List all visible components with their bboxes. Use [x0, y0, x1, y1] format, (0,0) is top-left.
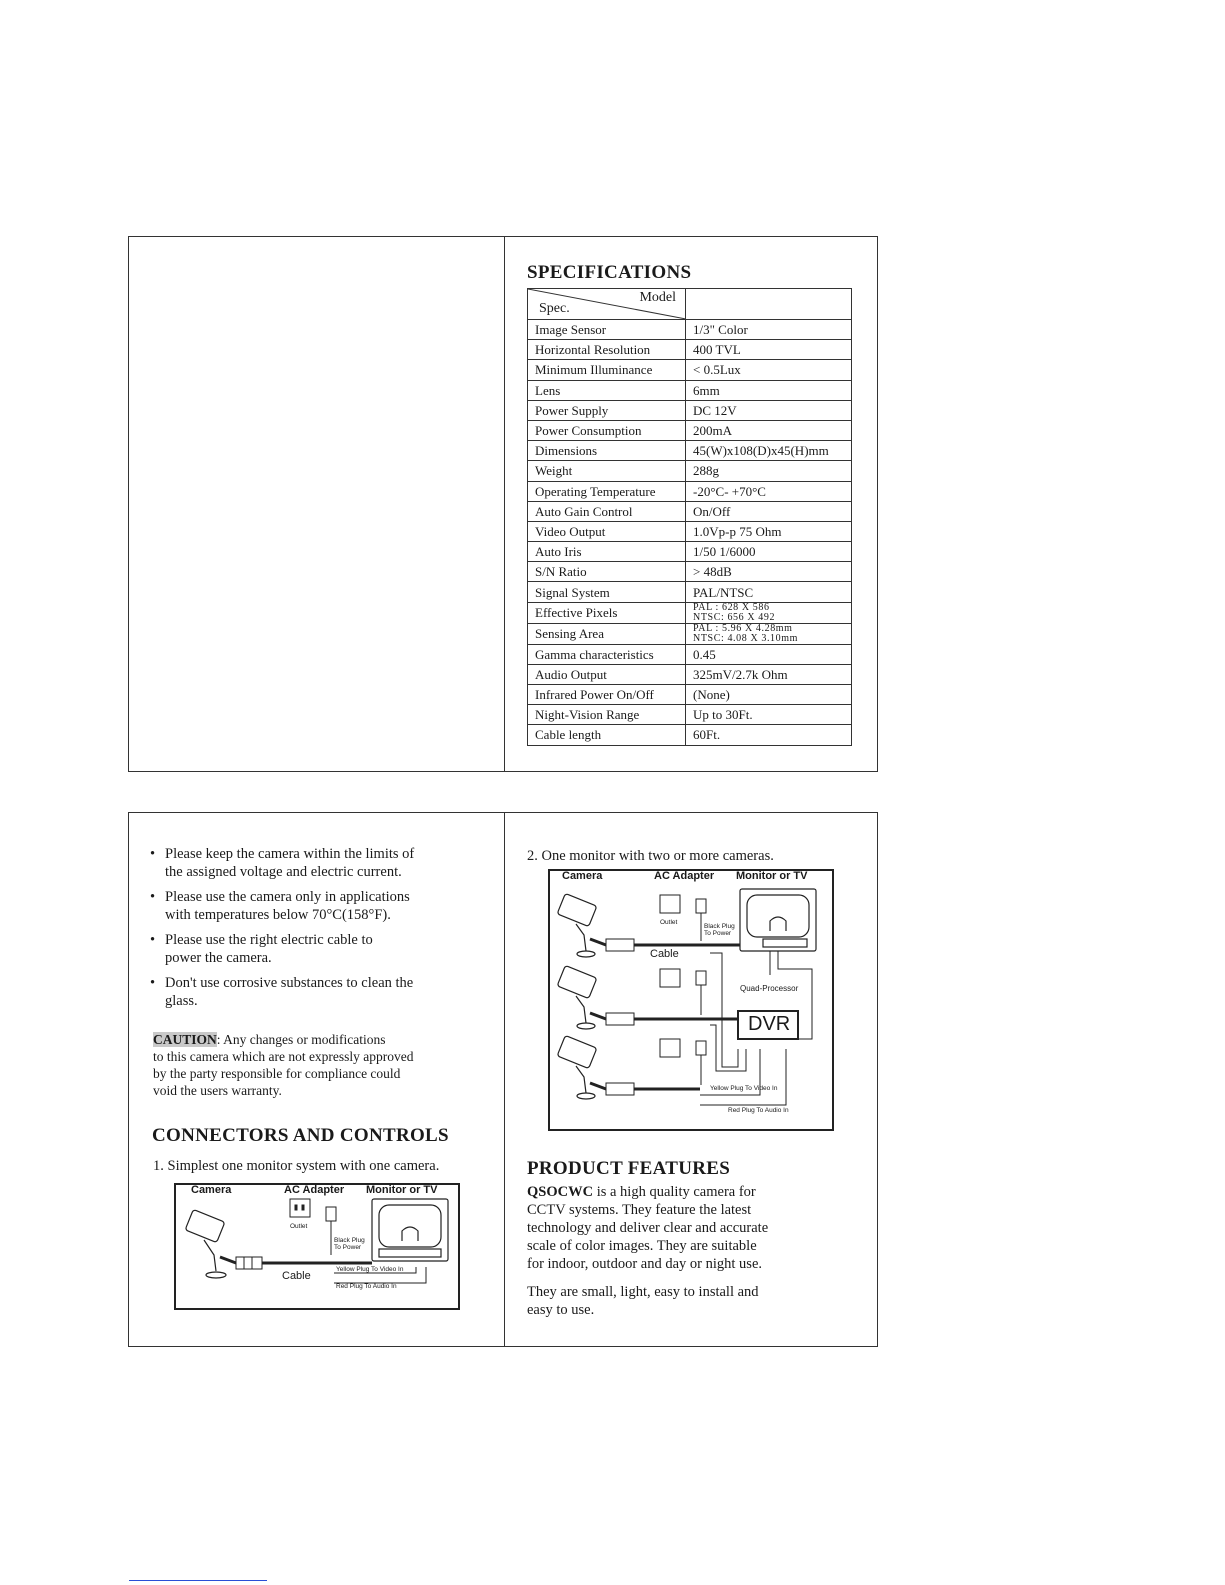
table-row	[528, 685, 852, 705]
features-line: scale of color images. They are suitable	[527, 1238, 757, 1254]
table-row	[528, 501, 852, 521]
spec-label: Infrared Power On/Off	[528, 685, 686, 705]
table-row	[528, 582, 852, 602]
connectors-title: CONNECTORS AND CONTROLS	[152, 1125, 449, 1146]
caution-line: to this camera which are not expressly approved	[153, 1049, 414, 1064]
spec-value-line: PAL : 628 X 586	[693, 601, 770, 613]
table-row	[528, 441, 852, 461]
list-item	[150, 888, 480, 924]
table-row	[528, 542, 852, 562]
top-divider	[504, 237, 505, 771]
spec-value-line: NTSC: 4.08 X 3.10mm	[693, 632, 799, 644]
specifications-title: SPECIFICATIONS	[527, 262, 692, 283]
spec-value: 325mV/2.7k Ohm	[686, 664, 852, 684]
spec-label: Operating Temperature	[528, 481, 686, 501]
spec-header-row	[528, 289, 852, 320]
diagram2-monitor-label: Monitor or TV	[736, 870, 808, 882]
list-item	[150, 974, 480, 1010]
camera-icon	[557, 893, 597, 957]
header-model-label: Model	[639, 290, 676, 305]
caution-label: CAUTION	[153, 1032, 217, 1047]
table-row	[528, 664, 852, 684]
spec-value: Up to 30Ft.	[686, 705, 852, 725]
spec-value: 0.45	[686, 644, 852, 664]
spec-value: 45(W)x108(D)x45(H)mm	[686, 441, 852, 461]
spec-value-line: PAL : 5.96 X 4.28mm	[693, 622, 793, 634]
diagram1-adapter-label: AC Adapter	[284, 1184, 345, 1196]
spec-value: 400 TVL	[686, 340, 852, 360]
brand-name: QSOCWC	[527, 1184, 594, 1200]
spec-label: S/N Ratio	[528, 562, 686, 582]
connector-icon	[606, 939, 634, 951]
spec-label: Sensing Area	[528, 623, 686, 644]
spec-label: Dimensions	[528, 441, 686, 461]
diagram2-yellow-plug-label: Yellow Plug To Video In	[710, 1085, 778, 1092]
spec-label: Effective Pixels	[528, 602, 686, 623]
features-text: is a high quality camera for	[593, 1184, 756, 1200]
features-line: easy to use.	[527, 1302, 595, 1318]
spec-label: Power Supply	[528, 400, 686, 420]
spec-value: (None)	[686, 685, 852, 705]
bullet-line: • Don't use corrosive substances to clean the	[165, 975, 414, 991]
features-line: CCTV systems. They feature the latest	[527, 1202, 752, 1218]
spec-value: PAL/NTSC	[686, 582, 852, 602]
table-row	[528, 481, 852, 501]
camera-icon	[557, 965, 597, 1029]
diagram1-camera-label: Camera	[191, 1184, 232, 1196]
outlet-icon	[290, 1199, 310, 1217]
table-row	[528, 360, 852, 380]
diagram2-adapter-label: AC Adapter	[654, 870, 715, 882]
black-plug-line: To Power	[334, 1244, 362, 1251]
features-line: technology and deliver clear and accurate	[527, 1220, 769, 1236]
connectors-item-2: 2. One monitor with two or more cameras.	[527, 848, 774, 864]
spec-label: Lens	[528, 380, 686, 400]
diagram2-quad-label: Quad-Processor	[740, 984, 799, 993]
table-row	[528, 623, 852, 644]
spec-label: Cable length	[528, 725, 686, 745]
spec-label: Audio Output	[528, 664, 686, 684]
spec-label: Gamma characteristics	[528, 644, 686, 664]
spec-value: DC 12V	[686, 400, 852, 420]
spec-value	[686, 623, 852, 644]
diagram2-camera-label: Camera	[562, 870, 603, 882]
diagram2-outlet-label: Outlet	[660, 919, 678, 926]
bullet-line: • Please keep the camera within the limits of	[165, 846, 415, 862]
list-item	[150, 845, 480, 881]
bottom-divider	[504, 813, 505, 1346]
features-line: They are small, light, easy to install and	[527, 1284, 759, 1300]
adapter-icon	[696, 899, 706, 913]
connectors-item-1: 1. Simplest one monitor system with one camera.	[153, 1158, 440, 1174]
table-row	[528, 380, 852, 400]
features-line	[527, 1183, 827, 1201]
header-spec-label: Spec.	[539, 301, 570, 316]
spec-header-cell	[528, 289, 686, 320]
spec-value: 1.0Vp-p 75 Ohm	[686, 521, 852, 541]
connector-icon	[606, 1083, 634, 1095]
diagram1-black-plug-label	[334, 1237, 365, 1251]
table-row	[528, 644, 852, 664]
table-row	[528, 400, 852, 420]
spec-value-line: NTSC: 656 X 492	[693, 611, 776, 623]
outlet-icon	[660, 895, 680, 913]
black-plug-line: Black Plug	[704, 923, 735, 930]
table-row	[528, 340, 852, 360]
spec-value: 6mm	[686, 380, 852, 400]
spec-label: Weight	[528, 461, 686, 481]
spec-value: 200mA	[686, 420, 852, 440]
adapter-icon	[696, 1041, 706, 1055]
footer-link-underline[interactable]	[129, 1580, 267, 1581]
spec-value: 1/3" Color	[686, 320, 852, 340]
caution-paragraph	[153, 1031, 483, 1099]
diagram1-yellow-plug-label: Yellow Plug To Video In	[336, 1266, 404, 1273]
list-item	[150, 931, 480, 967]
spec-header-value-cell	[686, 289, 852, 320]
multi-camera-wiring	[550, 871, 832, 1129]
diagram2-dvr-label: DVR	[748, 1013, 791, 1035]
adapter-icon	[696, 971, 706, 985]
spec-value: < 0.5Lux	[686, 360, 852, 380]
bullet-line: glass.	[165, 993, 198, 1009]
connector-icon	[606, 1013, 634, 1025]
outlet-icon	[660, 969, 680, 987]
diagram2-black-plug-label	[704, 923, 735, 937]
caution-line	[153, 1031, 483, 1048]
single-camera-diagram	[174, 1183, 460, 1310]
camera-icon	[185, 1209, 226, 1278]
bullet-line: with temperatures below 70°C(158°F).	[165, 907, 391, 923]
table-row	[528, 320, 852, 340]
diagram1-red-plug-label: Red Plug To Audio In	[336, 1283, 397, 1290]
spec-label: Video Output	[528, 521, 686, 541]
spec-value: 60Ft.	[686, 725, 852, 745]
spec-value: > 48dB	[686, 562, 852, 582]
black-plug-line: Black Plug	[334, 1237, 365, 1244]
single-camera-wiring	[176, 1185, 458, 1308]
caution-line: by the party responsible for compliance could	[153, 1066, 401, 1081]
diagram1-outlet-label: Outlet	[290, 1223, 308, 1230]
black-plug-line: To Power	[704, 930, 732, 937]
bullet-line: • Please use the right electric cable to	[165, 932, 373, 948]
spec-label: Night-Vision Range	[528, 705, 686, 725]
bullet-line: power the camera.	[165, 950, 272, 966]
spec-label: Signal System	[528, 582, 686, 602]
table-row	[528, 521, 852, 541]
multi-camera-diagram	[548, 869, 834, 1131]
diagram1-cable-label: Cable	[282, 1270, 311, 1282]
table-row	[528, 420, 852, 440]
spec-label: Image Sensor	[528, 320, 686, 340]
features-title: PRODUCT FEATURES	[527, 1158, 731, 1179]
features-paragraph-2	[527, 1283, 827, 1319]
diagram2-red-plug-label: Red Plug To Audio In	[728, 1107, 789, 1114]
spec-value: -20°C- +70°C	[686, 481, 852, 501]
spec-value: 288g	[686, 461, 852, 481]
bullet-line: the assigned voltage and electric current.	[165, 864, 402, 880]
table-row	[528, 602, 852, 623]
table-row	[528, 461, 852, 481]
spec-label: Horizontal Resolution	[528, 340, 686, 360]
outlet-icon	[660, 1039, 680, 1057]
diagram1-monitor-label: Monitor or TV	[366, 1184, 438, 1196]
table-row	[528, 562, 852, 582]
spec-value: 1/50 1/6000	[686, 542, 852, 562]
features-line: for indoor, outdoor and day or night use.	[527, 1256, 763, 1272]
caution-bullet-list	[150, 845, 480, 1017]
table-row	[528, 725, 852, 745]
spec-value: On/Off	[686, 501, 852, 521]
features-paragraph-1	[527, 1183, 827, 1273]
spec-label: Minimum Illuminance	[528, 360, 686, 380]
connector-icon	[236, 1257, 262, 1269]
caution-text: : Any changes or modifications	[216, 1032, 386, 1047]
diagram2-cable-label: Cable	[650, 948, 679, 960]
monitor-icon	[740, 889, 816, 951]
specifications-table	[527, 288, 852, 746]
spec-label: Power Consumption	[528, 420, 686, 440]
bullet-line: • Please use the camera only in applications	[165, 889, 410, 905]
table-row	[528, 705, 852, 725]
camera-icon	[557, 1035, 597, 1099]
spec-value	[686, 602, 852, 623]
monitor-icon	[372, 1199, 448, 1261]
spec-label: Auto Iris	[528, 542, 686, 562]
spec-label: Auto Gain Control	[528, 501, 686, 521]
caution-line: void the users warranty.	[153, 1083, 282, 1098]
